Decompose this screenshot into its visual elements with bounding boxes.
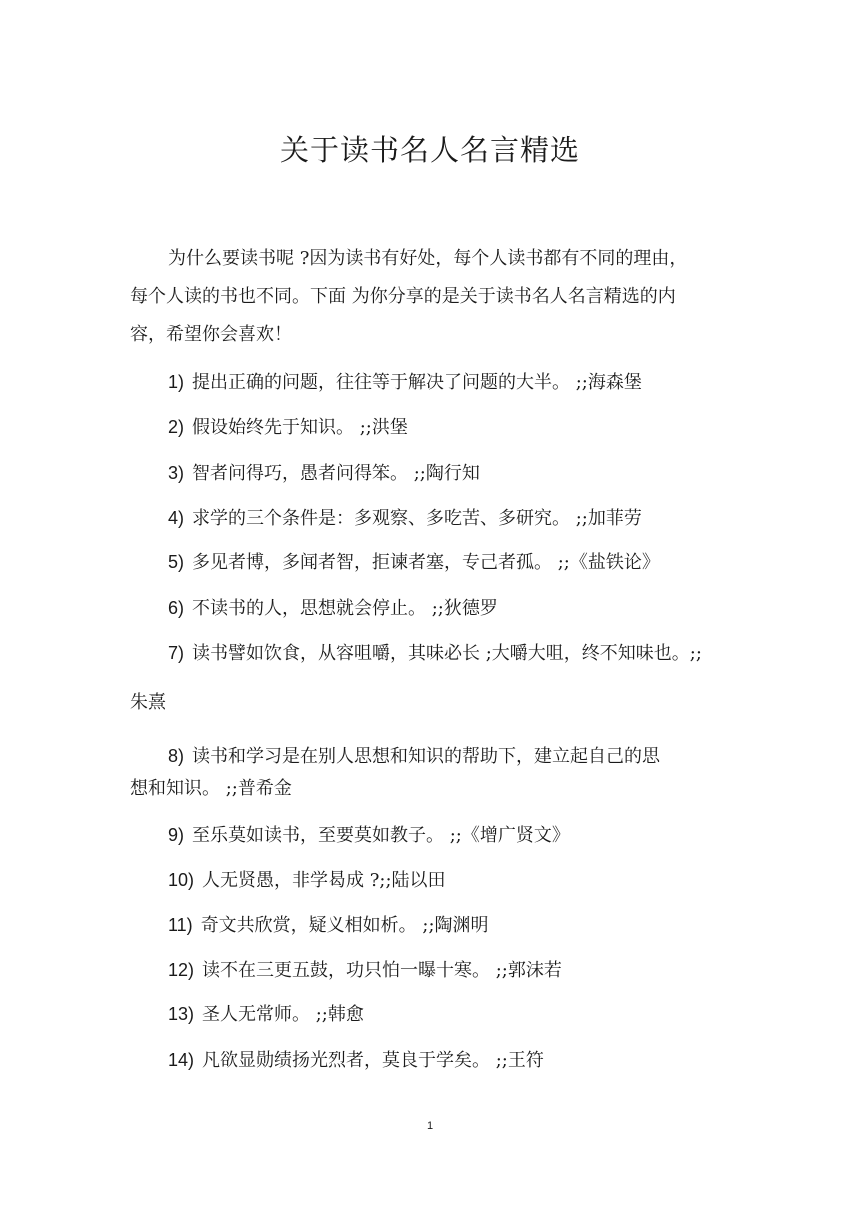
quote-item-6 [168,594,498,620]
quote-text: 凡欲显勋绩扬光烈者，莫良于学矣。 ;;王符 [202,1050,544,1071]
quote-text: 求学的三个条件是：多观察、多吃苦、多研究。 ;;加菲劳 [192,508,642,529]
quote-number: 12) [168,960,195,980]
quote-text: 智者问得巧，愚者问得笨。 ;;陶行知 [192,463,480,484]
quote-text: 奇文共欣赏，疑义相如析。 ;;陶渊明 [200,915,489,936]
quote-number: 6) [168,598,185,618]
quote-item-1 [168,368,642,394]
quote-text: 人无贤愚，非学曷成 ?;;陆以田 [202,870,446,891]
quote-text: 至乐莫如读书，至要莫如教子。 ;;《增广贤文》 [192,825,570,846]
intro-line-2: 每个人读的书也不同。下面 为你分享的是关于读书名人名言精选的内 [130,286,676,307]
quote-number: 4) [168,508,185,528]
quote-number: 3) [168,463,185,483]
intro-paragraph [130,240,730,354]
quote-item-8 [168,742,660,768]
intro-line-1: 为什么要读书呢 ?因为读书有好处，每个人读书都有不同的理由， [168,248,688,269]
quote-number: 14) [168,1050,195,1070]
page-title: 关于读书名人名言精选 [279,133,580,167]
quote-item-12 [168,956,562,982]
intro-line-3: 容，希望你会喜欢！ [130,324,292,345]
quote-item-10 [168,866,446,892]
quote-number: 8) [168,746,185,766]
quote-item-11 [168,911,489,937]
quote-item-14 [168,1046,544,1072]
quote-text: 多见者博，多闻者智，拒谏者塞，专己者孤。 ;;《盐铁论》 [192,552,660,573]
quote-text: 读书和学习是在别人思想和知识的帮助下，建立起自己的思 [192,746,661,767]
quote-number: 11) [168,915,193,935]
quote-number: 13) [168,1004,195,1024]
quote-item-8-continuation: 想和知识。 ;;普希金 [130,778,292,799]
quote-item-9 [168,821,570,847]
quote-item-7-continuation: 朱熹 [130,692,166,713]
quote-text: 圣人无常师。 ;;韩愈 [202,1004,364,1025]
quote-item-13 [168,1000,364,1026]
quote-number: 9) [168,825,185,845]
quote-text: 假设始终先于知识。 ;;洪堡 [192,417,408,438]
quote-number: 1) [168,372,185,392]
quote-number: 7) [168,643,185,663]
quote-item-5 [168,548,660,574]
quote-text: 提出正确的问题，往往等于解决了问题的大半。 ;;海森堡 [192,372,642,393]
quote-text: 读书譬如饮食，从容咀嚼，其味必长 ;大嚼大咀，终不知味也。;; [192,643,702,664]
quote-text: 读不在三更五鼓，功只怕一曝十寒。 ;;郭沫若 [202,960,562,981]
quote-item-2 [168,413,408,439]
quote-number: 10) [168,870,195,890]
quote-number: 5) [168,552,185,572]
quote-number: 2) [168,417,185,437]
quote-item-7 [168,639,702,665]
quote-item-4 [168,504,642,530]
page-number: 1 [426,1120,434,1132]
quote-text: 不读书的人，思想就会停止。 ;;狄德罗 [192,598,498,619]
quote-item-3 [168,459,480,485]
